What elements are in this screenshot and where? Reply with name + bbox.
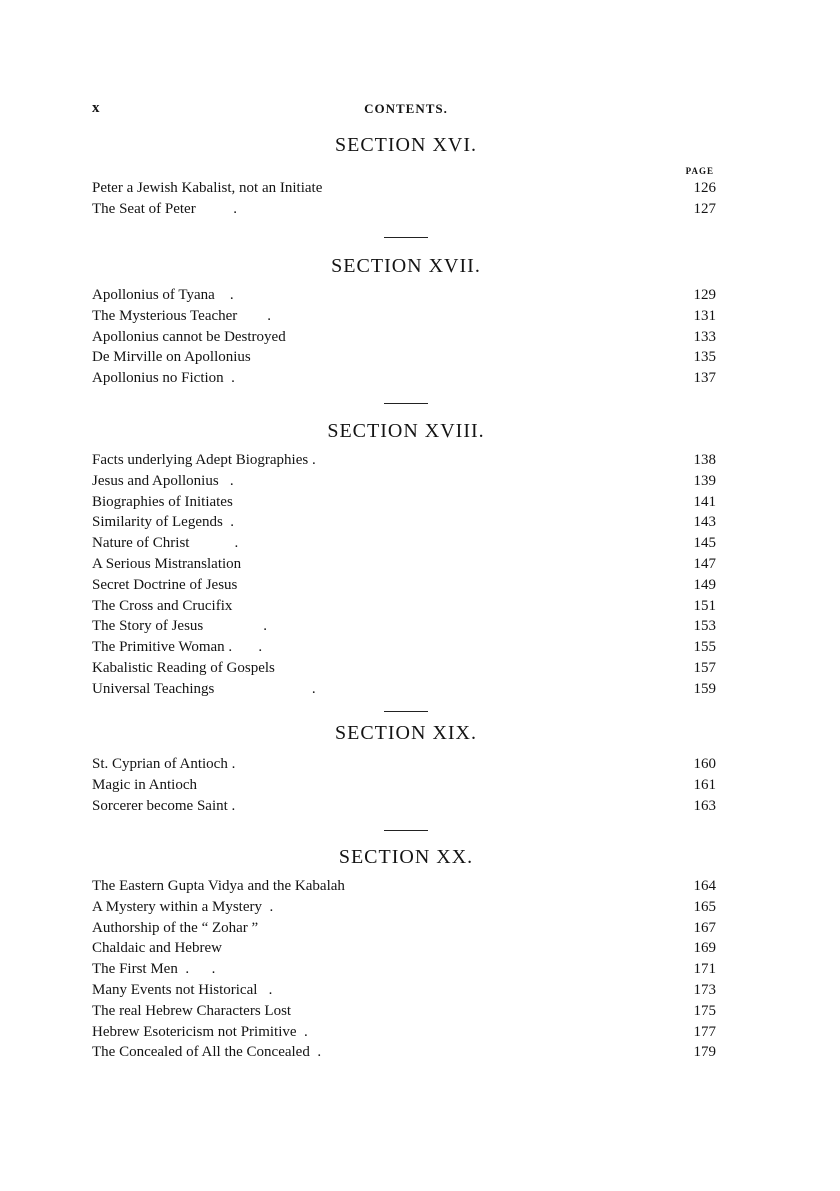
- entry-page: 133: [693, 328, 716, 345]
- list-item[interactable]: [92, 533, 720, 554]
- section-title: SECTION XVI.: [335, 134, 477, 156]
- entry-title: The Concealed of All the Concealed .: [92, 1044, 322, 1061]
- entry-page: 153: [693, 618, 716, 635]
- entry-title: Secret Doctrine of Jesus: [92, 576, 238, 593]
- entry-page: 160: [693, 756, 716, 772]
- entry-title: The Cross and Crucifix: [92, 597, 233, 614]
- section-xviii: [92, 416, 720, 700]
- entry-title: Universal Teachings .: [92, 680, 316, 697]
- section-xx: [92, 842, 720, 1063]
- entry-title: St. Cyprian of Antioch .: [92, 756, 236, 772]
- entry-page: 175: [693, 1002, 716, 1019]
- section-title: SECTION XIX.: [335, 722, 477, 744]
- entry-page: 145: [693, 535, 716, 552]
- entry-page: 129: [693, 287, 716, 303]
- entry-page: 177: [693, 1023, 716, 1040]
- entry-title: The First Men . .: [92, 961, 216, 978]
- entry-page: 163: [693, 797, 716, 814]
- section-title: SECTION XVIII.: [327, 420, 485, 442]
- list-item[interactable]: [92, 980, 720, 1001]
- list-item[interactable]: [92, 492, 720, 513]
- entry-page: 157: [693, 659, 716, 676]
- section-title: SECTION XX.: [338, 846, 474, 868]
- entry-title: Peter a Jewish Kabalist, not an Initiate: [92, 180, 323, 196]
- list-item[interactable]: [92, 575, 720, 596]
- entry-page: 173: [693, 981, 716, 998]
- entry-page: 169: [693, 940, 716, 957]
- list-item[interactable]: [92, 775, 720, 796]
- entry-title: Nature of Christ .: [92, 535, 239, 552]
- list-item[interactable]: [92, 596, 720, 617]
- entry-page: 151: [693, 597, 716, 614]
- entry-title: Many Events not Historical .: [92, 981, 273, 998]
- list-item[interactable]: [92, 1022, 720, 1043]
- entry-page: 159: [693, 680, 716, 697]
- entry-title: Apollonius cannot be Destroyed: [92, 328, 286, 345]
- section-divider: [384, 403, 428, 404]
- list-item[interactable]: [92, 306, 720, 327]
- list-item[interactable]: [92, 450, 720, 471]
- entry-title: The real Hebrew Characters Lost: [92, 1002, 292, 1019]
- entry-title: Jesus and Apollonius .: [92, 472, 234, 489]
- entry-page: 138: [693, 452, 716, 468]
- page-column-label: PAGE: [685, 166, 714, 176]
- entry-title: Hebrew Esotericism not Primitive .: [92, 1023, 308, 1040]
- section-xvi: [92, 130, 720, 220]
- list-item[interactable]: [92, 876, 720, 897]
- section-xvii: [92, 251, 720, 389]
- list-item[interactable]: [92, 554, 720, 575]
- list-item[interactable]: [92, 959, 720, 980]
- entry-title: A Serious Mistranslation: [92, 555, 242, 572]
- entry-title: The Story of Jesus .: [92, 618, 267, 635]
- entry-page: 139: [693, 472, 716, 489]
- entry-title: Apollonius of Tyana .: [92, 287, 234, 303]
- list-item[interactable]: [92, 918, 720, 939]
- entry-title: Apollonius no Fiction .: [92, 370, 235, 387]
- entry-title: Kabalistic Reading of Gospels: [92, 659, 275, 676]
- entry-title: The Primitive Woman . .: [92, 639, 263, 656]
- entry-title: Authorship of the “ Zohar ”: [92, 919, 259, 936]
- entry-title: Facts underlying Adept Biographies .: [92, 452, 316, 468]
- list-item[interactable]: [92, 512, 720, 533]
- entry-title: Chaldaic and Hebrew: [92, 940, 222, 957]
- list-item[interactable]: [92, 796, 720, 817]
- entry-title: The Seat of Peter .: [92, 200, 237, 217]
- entry-title: The Mysterious Teacher .: [92, 307, 272, 324]
- running-head: [92, 100, 720, 122]
- section-divider: [384, 830, 428, 831]
- section-xix: [92, 718, 720, 816]
- entry-page: 141: [693, 493, 716, 510]
- entry-page: 131: [693, 307, 716, 324]
- entry-page: 179: [693, 1044, 716, 1061]
- running-head-title: CONTENTS.: [364, 101, 448, 116]
- entry-list: [92, 285, 720, 389]
- list-item[interactable]: [92, 285, 720, 306]
- list-item[interactable]: [92, 199, 720, 220]
- list-item[interactable]: [92, 1001, 720, 1022]
- entry-page: 147: [693, 555, 716, 572]
- list-item[interactable]: [92, 938, 720, 959]
- entry-page: 161: [693, 776, 716, 793]
- entry-page: 164: [693, 878, 716, 894]
- list-item[interactable]: [92, 347, 720, 368]
- section-divider: [384, 711, 428, 712]
- entry-page: 167: [693, 919, 716, 936]
- folio: x: [92, 100, 100, 116]
- list-item[interactable]: [92, 897, 720, 918]
- section-title: SECTION XVII.: [331, 255, 481, 277]
- list-item[interactable]: [92, 679, 720, 700]
- list-item[interactable]: [92, 368, 720, 389]
- entry-page: 171: [693, 961, 716, 978]
- list-item[interactable]: [92, 658, 720, 679]
- entry-page: 137: [693, 370, 716, 387]
- entry-page: 127: [693, 200, 716, 217]
- entry-list: [92, 876, 720, 1063]
- list-item[interactable]: [92, 471, 720, 492]
- entry-title: Sorcerer become Saint .: [92, 797, 236, 814]
- entry-list: [92, 178, 720, 220]
- list-item[interactable]: [92, 327, 720, 348]
- entry-page: 143: [693, 514, 716, 531]
- list-item[interactable]: [92, 1042, 720, 1063]
- entry-page: 149: [693, 576, 716, 593]
- entry-title: De Mirville on Apollonius: [92, 349, 251, 366]
- entry-list: [92, 450, 720, 700]
- entry-title: The Eastern Gupta Vidya and the Kabalah: [92, 878, 345, 894]
- entry-page: 165: [693, 898, 716, 915]
- entry-title: Magic in Antioch: [92, 776, 197, 793]
- list-item[interactable]: [92, 637, 720, 658]
- entry-page: 126: [693, 180, 716, 196]
- entry-title: Biographies of Initiates: [92, 493, 233, 510]
- list-item[interactable]: [92, 616, 720, 637]
- section-divider: [384, 237, 428, 238]
- entry-page: 135: [693, 349, 716, 366]
- list-item[interactable]: [92, 178, 720, 199]
- entry-title: A Mystery within a Mystery .: [92, 898, 274, 915]
- entry-title: Similarity of Legends .: [92, 514, 235, 531]
- entry-list: [92, 754, 720, 816]
- entry-page: 155: [693, 639, 716, 656]
- list-item[interactable]: [92, 754, 720, 775]
